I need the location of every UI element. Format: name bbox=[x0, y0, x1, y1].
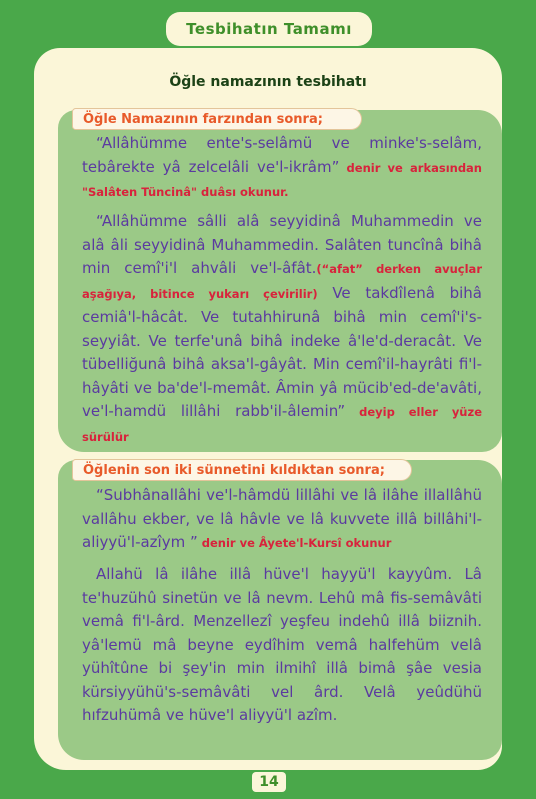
section-heading: Öğle namazının tesbihatı bbox=[169, 74, 367, 90]
prayer-text: “Allâhümme sâlli alâ seyyidinâ Muhammedin ve alâ âli seyyidinâ Muhammedin. Salâten tuncînâ bihâ min cemî'i'l ahvâli ve'l-âfât. bbox=[82, 212, 482, 277]
prayer-text: Allahü lâ ilâhe illâ hüve'l hayyü'l kayyûm. Lâ te'huzühû sinetün ve lâ nevm. Lehû mâ fis-semâvâti vemâ fi'l-ârd. Menzellezî yeşfeu indehû illâ biiznih. yâ'lemü mâ beyne eydîhim vemâ halfehüm velâ yühîtûne bi şey'in min ilmihî illâ bimâ şâe vesia kürsiyyühü's-semâvâti vel ârd. Velâ yeûdühü hıfzuhümâ ve hüve'l aliyyü'l azîm. bbox=[82, 565, 482, 724]
section1-paragraph-2 bbox=[82, 210, 482, 449]
instruction-text: denir ve arkasından "Salâten Tüncinâ" duâsı okunur. bbox=[82, 160, 482, 199]
section-label-2-text: Öğlenin son iki sünnetini kıldıktan sonra; bbox=[83, 462, 385, 478]
prayer-text: “Subhânallâhi ve'l-hâmdü lillâhi ve lâ ilâhe illallâhü vallâhu ekber, ve lâ hâvle ve lâ kuvvete illâ billâhi'l-aliyyü'l-azîym ” bbox=[82, 486, 482, 551]
instruction-text: denir ve Âyete'l-Kursî okunur bbox=[197, 536, 392, 550]
title-banner bbox=[166, 12, 372, 46]
section-label-1 bbox=[72, 108, 362, 130]
prayer-text: “Allâhümme ente's-selâmü ve minke's-selâm, tebârekte yâ zelcelâli ve'l-ikrâm” bbox=[82, 134, 482, 176]
section2-paragraph-2 bbox=[82, 563, 482, 728]
section-label-1-text: Öğle Namazının farzından sonra; bbox=[83, 111, 323, 127]
prayer-text: Ve takdîlenâ bihâ cemiâ'l-hâcât. Ve tutahhirunâ bihâ min cemî'i's-seyyiât. Ve terfe'unâ bihâ indeke â'le'd-deracât. Ve tübelliğunâ bihâ aksa'l-gâyât. Min cemî'il-hayrâti fi'l-hâyâti ve ba'de'l-memât. Âmin yâ mücib'ed-de'avâti, ve'l-hamdü lillâhi rabb'il-âlemin” bbox=[82, 283, 482, 420]
section1-paragraph-1 bbox=[82, 132, 482, 205]
page-number: 14 bbox=[259, 774, 279, 790]
section2-paragraph-1 bbox=[82, 484, 482, 556]
section-label-2 bbox=[72, 459, 412, 481]
page-title: Tesbihatın Tamamı bbox=[186, 20, 352, 38]
instruction-text: (“afat” derken avuçlar aşağıya, bitince yukarı çevirilir) bbox=[82, 262, 482, 301]
instruction-text: deyip eller yüze sürülür bbox=[82, 405, 482, 444]
page-number-box bbox=[252, 772, 286, 792]
